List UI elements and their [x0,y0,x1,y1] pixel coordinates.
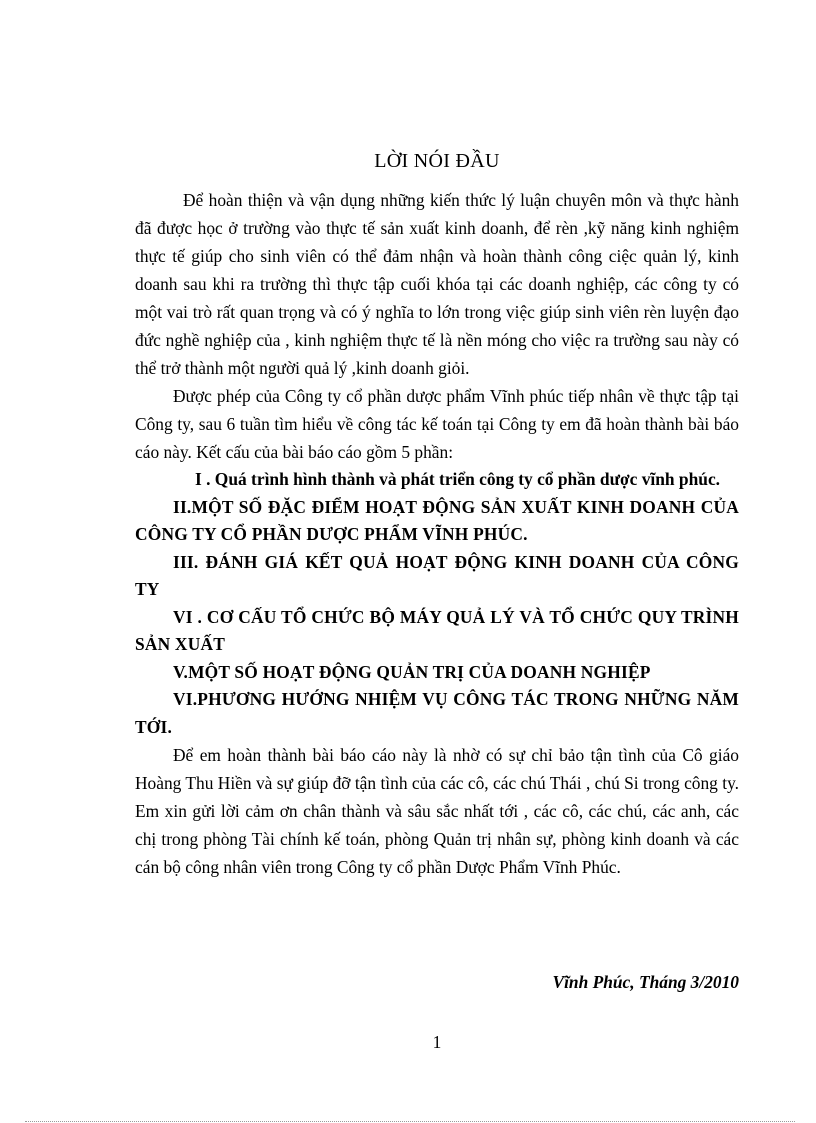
page-bottom-divider [25,1121,795,1122]
outline-item: VI . CƠ CẤU TỔ CHỨC BỘ MÁY QUẢ LÝ VÀ TỔ CHỨC QUY TRÌNH SẢN XUẤT [135,606,739,654]
outline-item: II.MỘT SỐ ĐẶC ĐIỂM HOẠT ĐỘNG SẢN XUẤT KINH DOANH CỦA CÔNG TY CỔ PHẦN DƯỢC PHẨM VĨNH PHÚC. [135,496,739,544]
outline-item: V.MỘT SỐ HOẠT ĐỘNG QUẢN TRỊ CỦA DOANH NGHIỆP [173,661,651,682]
page-title: LỜI NÓI ĐẦU [374,150,500,172]
outline-item: I . Quá trình hình thành và phát triển công ty cổ phần dược vĩnh phúc. [195,469,721,489]
signature-line: Vĩnh Phúc, Tháng 3/2010 [552,972,739,992]
report-outline [135,466,739,741]
outline-item: VI.PHƯƠNG HƯỚNG NHIỆM VỤ CÔNG TÁC TRONG NHỮNG NĂM TỚI. [135,689,739,737]
document-body [135,186,739,881]
thanks-paragraph: Để em hoàn thành bài báo cáo này là nhờ có sự chỉ bảo tận tình của Cô giáo Hoàng Thu Hiền và sự giúp đỡ tận tình của các cô, các chú Thái , chú Si trong công ty. Em xin gửi lời cảm ơn chân thành và sâu sắc nhất tới , các cô, các chú, các anh, các chị trong phòng Tài chính kế toán, phòng Quản trị nhân sự, phòng kinh doanh và các cán bộ công nhân viên trong Công ty cổ phần Dược Phẩm Vĩnh Phúc. [135,745,739,877]
page-number: 1 [432,1032,442,1052]
internship-paragraph: Được phép của Công ty cổ phần dược phẩm Vĩnh phúc tiếp nhân về thực tập tại Công ty, sau 6 tuần tìm hiểu về công tác kế toán tại Công ty em đã hoàn thành bài báo cáo này. Kết cấu của bài báo cáo gồm 5 phần: [135,386,739,462]
outline-item: III. ĐÁNH GIÁ KẾT QUẢ HOẠT ĐỘNG KINH DOANH CỦA CÔNG TY [135,551,739,599]
intro-paragraph: Để hoàn thiện và vận dụng những kiến thức lý luận chuyên môn và thực hành đã được học ở trường vào thực tế sản xuất kinh doanh, để rèn ,kỹ năng kinh nghiệm thực tế giúp cho sinh viên có thể đảm nhận và hoàn thành công ciệc quản lý, kinh doanh sau khi ra trường thì thực tập cuối khóa tại các doanh nghiệp, các công ty có một vai trò rất quan trọng và có ý nghĩa to lớn trong việc giúp sinh viên rèn luyện đạo đức nghề nghiệp của , kinh nghiệm thực tế là nền móng cho việc ra trường sau này có thể trở thành một người quả lý ,kinh doanh giỏi. [135,190,739,378]
document-page [135,0,739,1123]
